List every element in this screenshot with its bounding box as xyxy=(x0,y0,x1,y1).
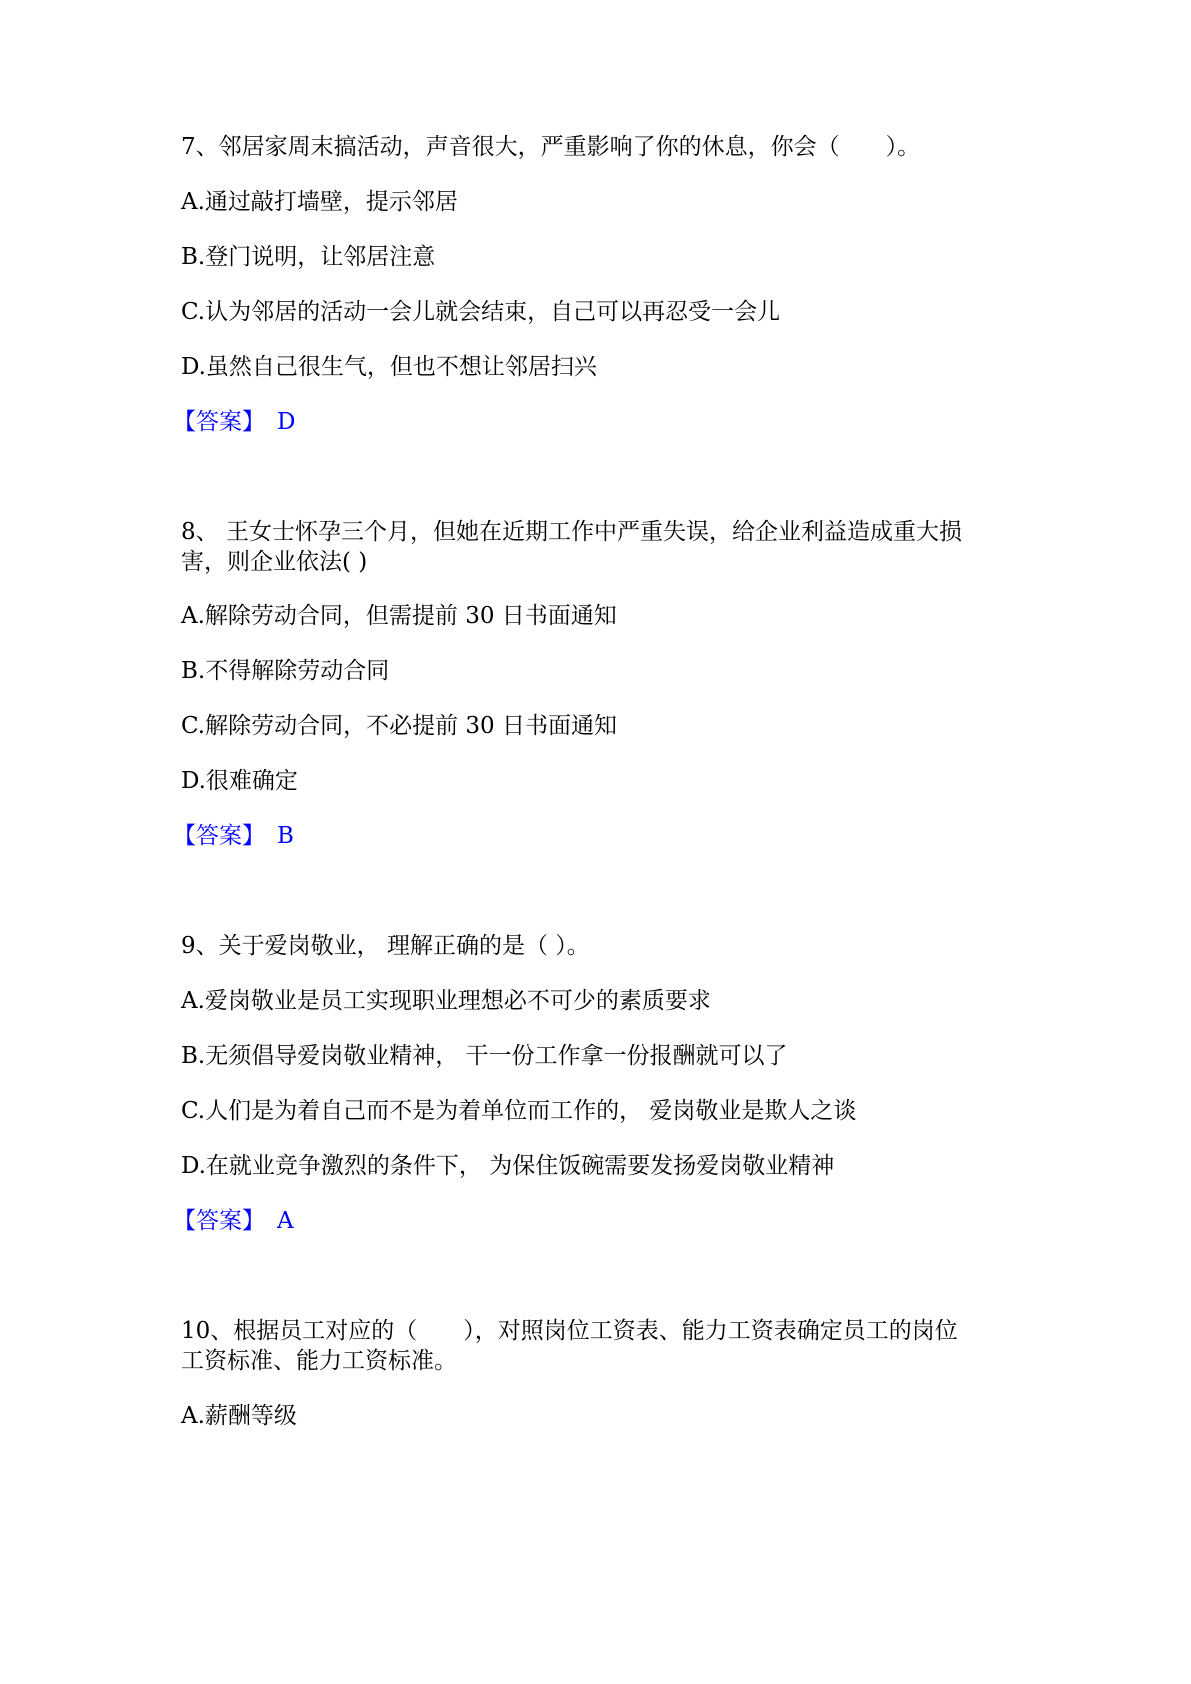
option-d: D.虽然自己很生气，但也不想让邻居扫兴 xyxy=(181,354,597,380)
question-stem: 7、邻居家周末搞活动，声音很大，严重影响了你的休息，你会（ ）。 xyxy=(181,134,921,160)
answer-value: B xyxy=(277,823,294,849)
option-b: B.登门说明，让邻居注意 xyxy=(181,244,436,270)
option-a: A.爱岗敬业是员工实现职业理想必不可少的素质要求 xyxy=(181,988,711,1014)
option-c: C.认为邻居的活动一会儿就会结束，自己可以再忍受一会儿 xyxy=(181,299,781,325)
question-stem: 9、关于爱岗敬业， 理解正确的是（ ）。 xyxy=(181,933,590,959)
option-a: A.通过敲打墙壁，提示邻居 xyxy=(181,189,458,215)
option-d: D.在就业竞争激烈的条件下， 为保住饭碗需要发扬爱岗敬业精神 xyxy=(181,1153,835,1179)
option-d: D.很难确定 xyxy=(181,768,298,794)
answer-label: 【答案】 xyxy=(173,823,265,849)
answer-label: 【答案】 xyxy=(173,409,265,435)
answer-line xyxy=(173,406,295,439)
answer-line xyxy=(173,1205,294,1238)
answer-value: D xyxy=(277,409,296,435)
answer-line xyxy=(173,820,294,853)
option-c: C.解除劳动合同，不必提前 30 日书面通知 xyxy=(181,713,617,739)
option-b: B.无须倡导爱岗敬业精神， 干一份工作拿一份报酬就可以了 xyxy=(181,1043,788,1069)
option-b: B.不得解除劳动合同 xyxy=(181,658,390,684)
question-stem: 8、 王女士怀孕三个月，但她在近期工作中严重失误，给企业利益造成重大损 xyxy=(181,519,962,545)
answer-value: A xyxy=(277,1208,294,1234)
answer-label: 【答案】 xyxy=(173,1208,265,1234)
option-a: A.解除劳动合同，但需提前 30 日书面通知 xyxy=(181,603,617,629)
question-stem-cont: 工资标准、能力工资标准。 xyxy=(181,1348,457,1374)
question-stem-cont: 害，则企业依法( ) xyxy=(181,549,368,575)
option-a: A.薪酬等级 xyxy=(181,1403,297,1429)
question-stem: 10、根据员工对应的（ ），对照岗位工资表、能力工资表确定员工的岗位 xyxy=(181,1318,958,1344)
option-c: C.人们是为着自己而不是为着单位而工作的， 爱岗敬业是欺人之谈 xyxy=(181,1098,857,1124)
